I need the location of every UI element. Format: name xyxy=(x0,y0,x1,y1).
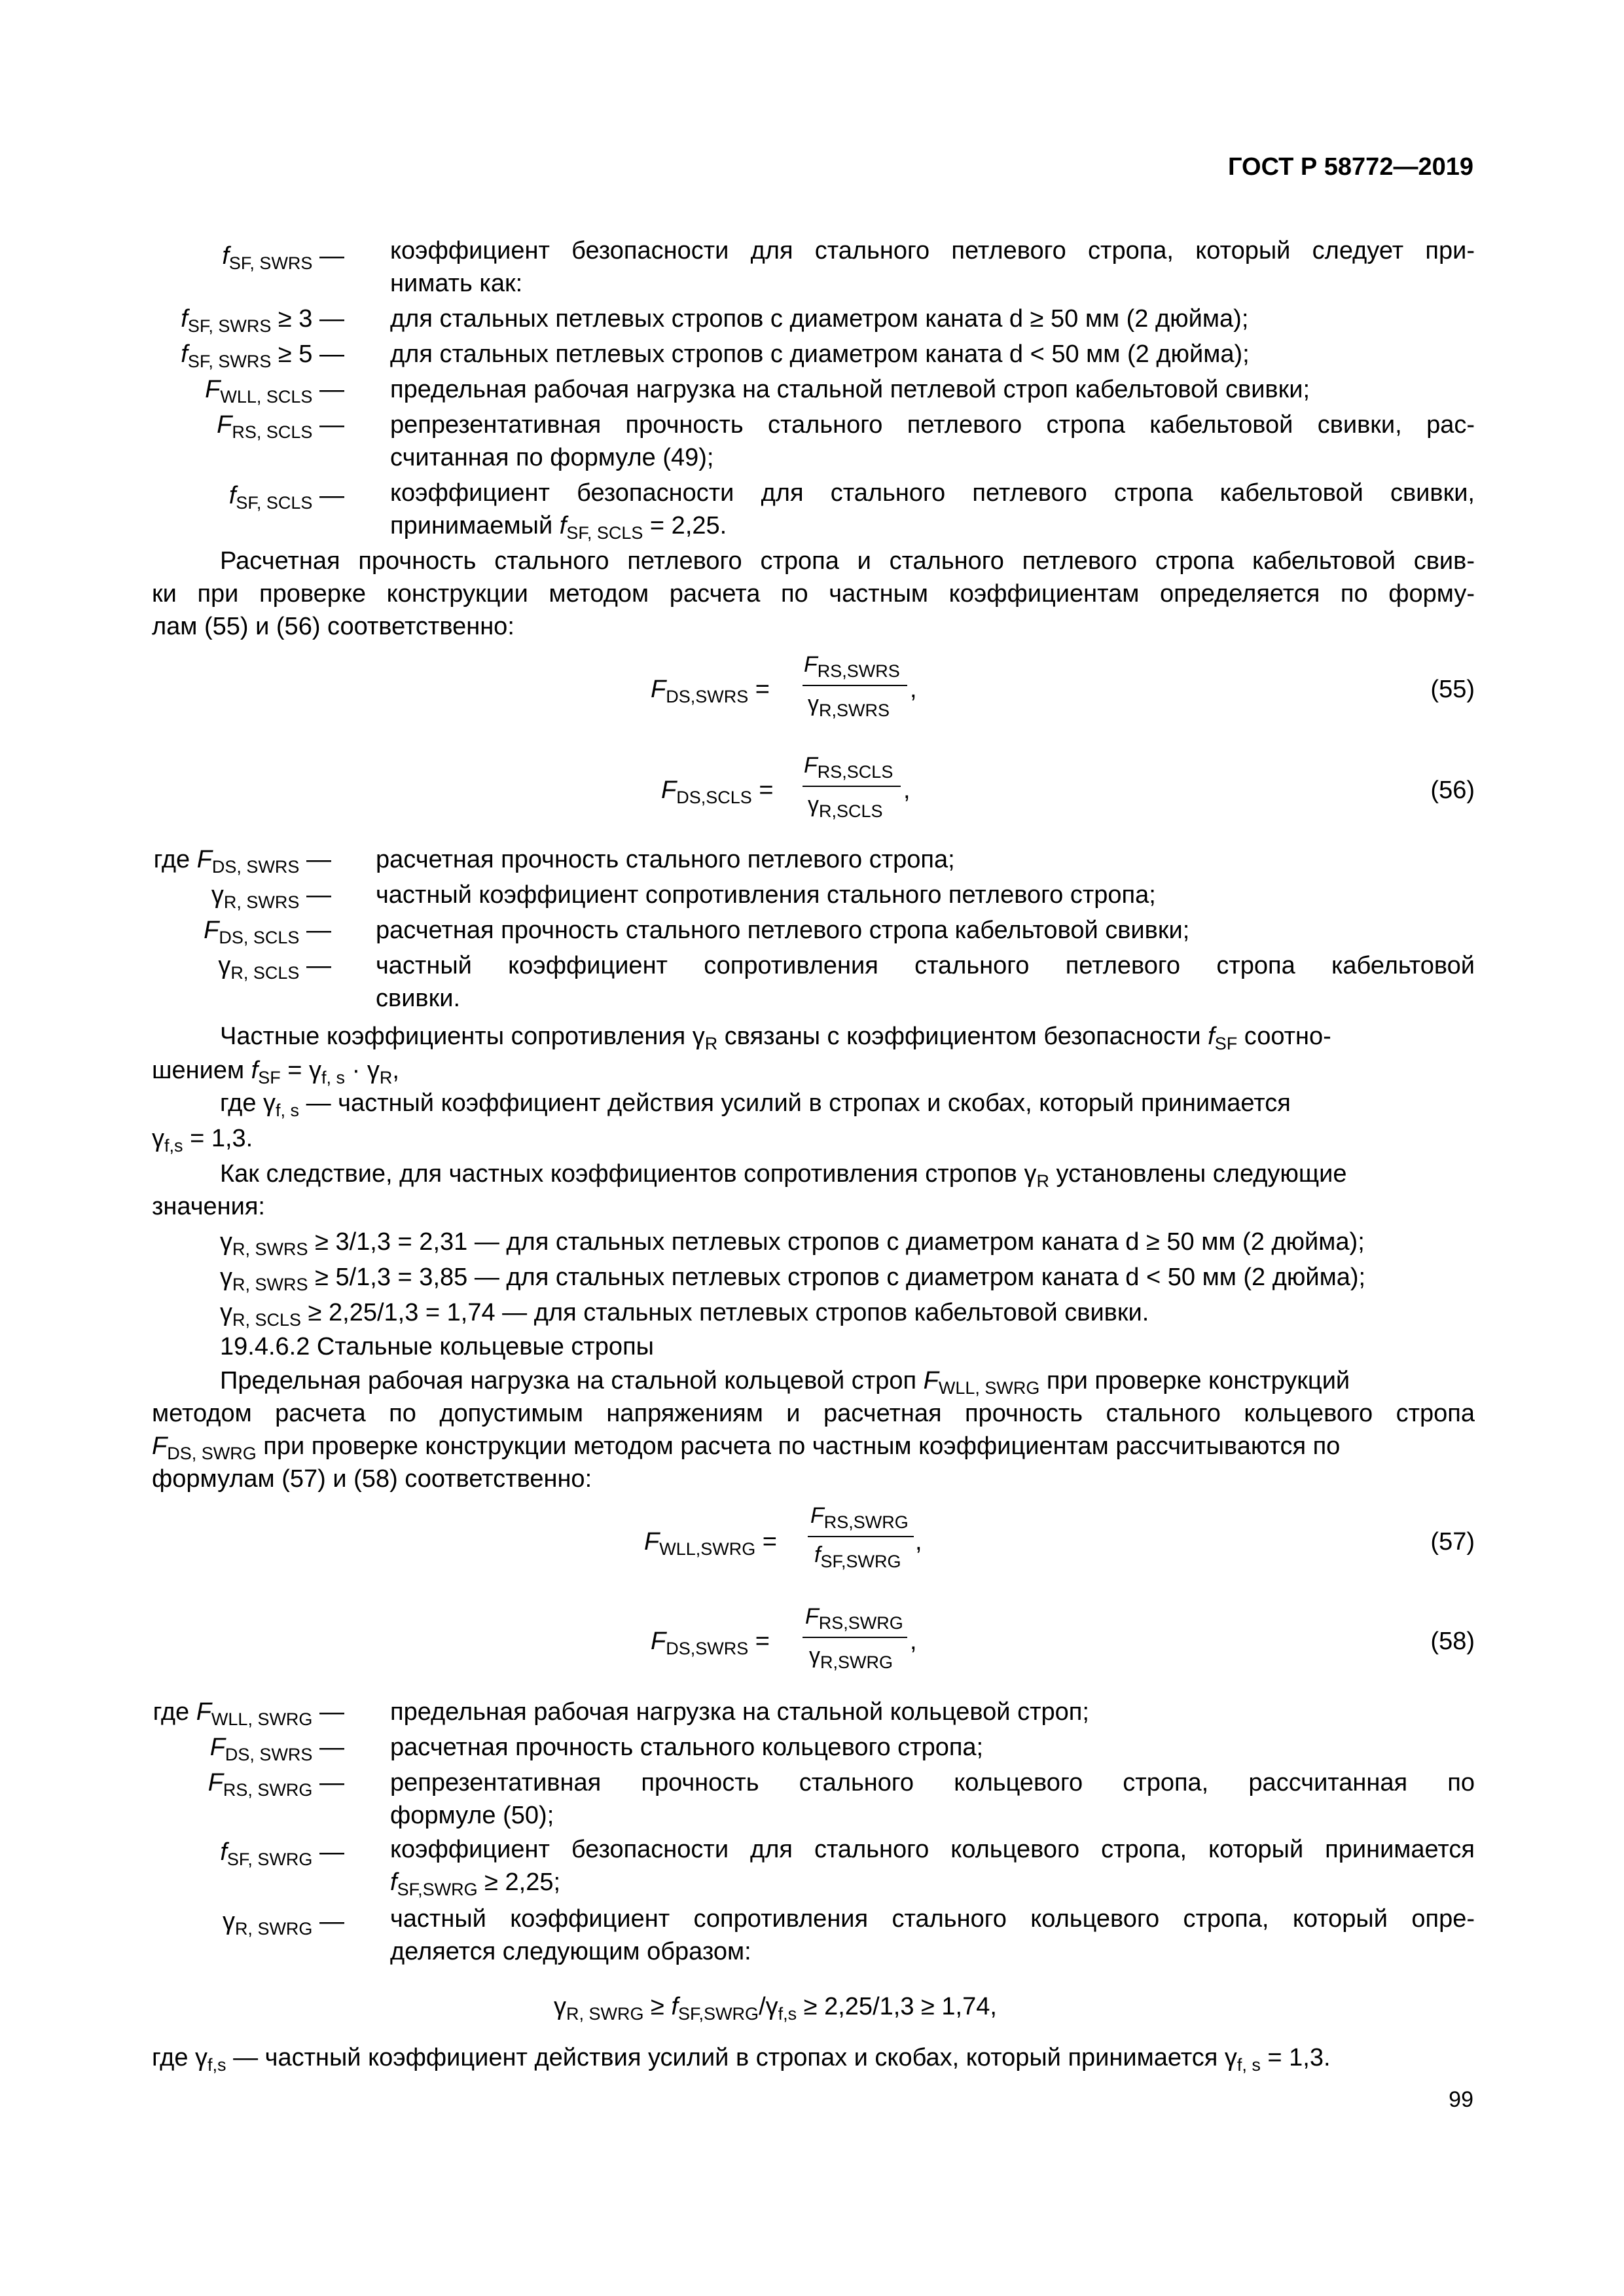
final-definition-line: где $\gamma_{f,s}$ — частный коэффициент действия усилий в стропах и скобах, который принимается $\gamma_{f, s} = 1,3$. xyxy=(152,2044,1331,2075)
value-line: $\gamma_{R, SWRS} \ge 3/1,3 = 2,31$ — для стальных петлевых стропов с диаметром каната d ≥ 50 мм (2 дюйма); xyxy=(220,1228,1365,1259)
def-symbol: $F_{DS, SCLS}$ — xyxy=(204,917,331,947)
paragraph-line: ки при проверке конструкции методом расчета по частным коэффициентам определяется по форму- xyxy=(152,580,1475,608)
def-text: репрезентативная прочность стального петлевого стропа кабельтовой свивки, рас- xyxy=(390,411,1475,439)
eq-denominator: $\gamma_{R,SWRS}$ xyxy=(808,691,890,720)
paragraph-line: формулам (57) и (58) соответственно: xyxy=(152,1465,592,1493)
eq-denominator: $\gamma_{R,SWRG}$ xyxy=(809,1643,893,1672)
paragraph-line: значения: xyxy=(152,1193,265,1220)
def-symbol: где $F_{WLL, SWRG}$ — xyxy=(153,1698,344,1729)
def-symbol: $F_{WLL, SCLS}$ — xyxy=(205,376,344,407)
def-text: предельная рабочая нагрузка на стальной кольцевой строп; xyxy=(390,1698,1089,1726)
def-symbol: $f_{SF, SWRG}$ — xyxy=(220,1838,344,1869)
eq-denominator: $f_{SF,SWRG}$ xyxy=(814,1542,901,1571)
eq-comma: , xyxy=(903,776,911,804)
eq-lhs: $F_{DS,SCLS}$ = xyxy=(661,776,774,807)
paragraph-line: шением $f_{SF} = \gamma_{f, s} \cdot \gamma_R$, xyxy=(152,1057,399,1087)
def-text: расчетная прочность стального петлевого стропа; xyxy=(376,846,955,873)
def-symbol: $\gamma_{R, SWRS}$ — xyxy=(211,881,331,912)
def-text-cont: принимаемый $f_{SF, SCLS} = 2,25$. xyxy=(390,512,727,543)
def-text-cont: свивки. xyxy=(376,985,461,1012)
paragraph-line: Частные коэффициенты сопротивления $\gamma_R$ связаны с коэффициентом безопасности $f_{SF}$ соотно- xyxy=(220,1023,1331,1053)
eq-lhs: $F_{DS,SWRS}$ = xyxy=(651,676,770,706)
eq-lhs: $F_{WLL,SWRG}$ = xyxy=(644,1528,777,1559)
def-text: расчетная прочность стального кольцевого стропа; xyxy=(390,1734,984,1761)
paragraph-line: $F_{DS, SWRG}$ при проверке конструкции методом расчета по частным коэффициентам рассчитываются по xyxy=(152,1432,1341,1463)
eq-denominator: $\gamma_{R,SCLS}$ xyxy=(808,792,883,821)
eq-numerator: $F_{RS,SWRG}$ xyxy=(805,1604,903,1633)
def-symbol: $F_{RS, SWRG}$ — xyxy=(208,1769,344,1800)
def-symbol: $f_{SF, SWRS} \ge 5$ — xyxy=(181,340,344,371)
paragraph-line: методом расчета по допустимым напряжениям и расчетная прочность стального кольцевого стропа xyxy=(152,1400,1475,1427)
def-text: коэффициент безопасности для стального петлевого стропа, который следует при- xyxy=(390,237,1475,264)
eq-numerator: $F_{RS,SWRS}$ xyxy=(804,652,900,681)
def-text: частный коэффициент сопротивления стального кольцевого стропа, который опре- xyxy=(390,1905,1475,1933)
def-text: частный коэффициент сопротивления стального петлевого стропа; xyxy=(376,881,1156,909)
equation-number: (58) xyxy=(1430,1628,1475,1655)
def-text-cont: нимать как: xyxy=(390,270,523,297)
def-text-cont: считанная по формуле (49); xyxy=(390,444,714,471)
def-text: коэффициент безопасности для стального петлевого стропа кабельтовой свивки, xyxy=(390,479,1475,507)
paragraph-line: Как следствие, для частных коэффициентов сопротивления стропов $\gamma_R$ установлены следующие xyxy=(220,1160,1347,1191)
def-text: репрезентативная прочность стального кольцевого стропа, рассчитанная по xyxy=(390,1769,1475,1796)
def-text-cont: формуле (50); xyxy=(390,1802,554,1829)
eq-numerator: $F_{RS,SCLS}$ xyxy=(804,753,893,782)
def-symbol: $f_{SF, SCLS}$ — xyxy=(228,482,344,513)
def-symbol: где $F_{DS, SWRS}$ — xyxy=(153,846,331,877)
def-symbol: $F_{RS, SCLS}$ — xyxy=(217,411,344,442)
def-text-cont: $f_{SF,SWRG} \ge 2,25$; xyxy=(390,1868,561,1899)
def-symbol: $f_{SF, SWRS} \ge 3$ — xyxy=(181,305,344,336)
eq-comma: , xyxy=(915,1528,922,1556)
def-symbol: $\gamma_{R, SCLS}$ — xyxy=(218,952,331,983)
paragraph-line: где $\gamma_{f, s}$ — частный коэффициент действия усилий в стропах и скобах, который принимается xyxy=(220,1089,1291,1120)
def-text: предельная рабочая нагрузка на стальной петлевой строп кабельтовой свивки; xyxy=(390,376,1310,403)
eq-comma: , xyxy=(910,1628,917,1655)
paragraph-line: Расчетная прочность стального петлевого стропа и стального петлевого стропа кабельтовой свив- xyxy=(220,547,1475,575)
fraction-bar xyxy=(803,1637,907,1638)
fraction-bar xyxy=(808,1536,914,1537)
fraction-bar xyxy=(803,786,901,787)
fraction-bar xyxy=(803,685,907,686)
def-text: коэффициент безопасности для стального кольцевого стропа, который принимается xyxy=(390,1836,1475,1863)
paragraph-line: $\gamma_{f,s} = 1,3$. xyxy=(152,1125,253,1156)
equation-gamma-r-swrg: $\gamma_{R, SWRG} \ge f_{SF,SWRG}/\gamma_{f,s} \ge 2,25/1,3 \ge 1,74$, xyxy=(554,1993,997,2024)
section-title: 19.4.6.2 Стальные кольцевые стропы xyxy=(220,1333,654,1360)
value-line: $\gamma_{R, SWRS} \ge 5/1,3 = 3,85$ — для стальных петлевых стропов с диаметром каната d < 50 мм (2 дюйма); xyxy=(220,1264,1366,1294)
def-text-cont: деляется следующим образом: xyxy=(390,1938,751,1965)
equation-number: (55) xyxy=(1430,676,1475,703)
eq-comma: , xyxy=(910,676,917,703)
paragraph-line: лам (55) и (56) соответственно: xyxy=(152,613,514,640)
def-symbol: $f_{SF, SWRS}$ — xyxy=(222,242,344,273)
def-symbol: $F_{DS, SWRS}$ — xyxy=(209,1734,344,1764)
value-line: $\gamma_{R, SCLS} \ge 2,25/1,3 = 1,74$ — для стальных петлевых стропов кабельтовой свивки. xyxy=(220,1299,1149,1330)
document-header: ГОСТ Р 58772—2019 xyxy=(1228,153,1473,181)
def-text: для стальных петлевых стропов с диаметром каната d ≥ 50 мм (2 дюйма); xyxy=(390,305,1249,333)
paragraph-line: Предельная рабочая нагрузка на стальной кольцевой строп $F_{WLL, SWRG}$ при проверке конструкций xyxy=(220,1367,1350,1398)
equation-number: (57) xyxy=(1430,1528,1475,1556)
eq-lhs: $F_{DS,SWRS}$ = xyxy=(651,1628,770,1658)
def-text: расчетная прочность стального петлевого стропа кабельтовой свивки; xyxy=(376,917,1190,944)
equation-number: (56) xyxy=(1430,776,1475,804)
def-text: частный коэффициент сопротивления стального петлевого стропа кабельтовой xyxy=(376,952,1475,979)
def-symbol: $\gamma_{R, SWRG}$ — xyxy=(222,1908,344,1939)
page-number: 99 xyxy=(1449,2087,1473,2112)
eq-numerator: $F_{RS,SWRG}$ xyxy=(810,1503,909,1532)
def-text: для стальных петлевых стропов с диаметром каната d < 50 мм (2 дюйма); xyxy=(390,340,1250,368)
